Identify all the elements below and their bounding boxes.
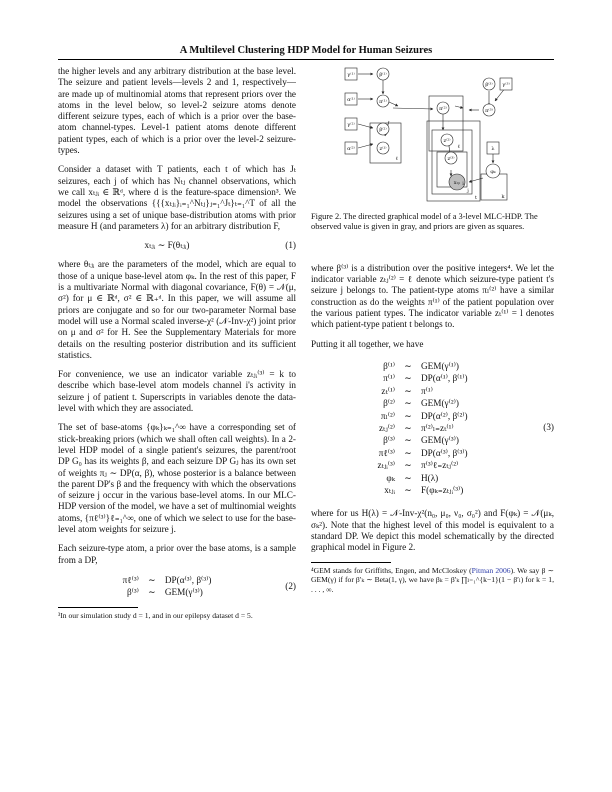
eq3-lhs: β⁽³⁾ <box>383 435 396 446</box>
eq3-lhs: zₜⱼ⁽²⁾ <box>378 422 396 433</box>
eq3-lhs: φₖ <box>386 472 396 483</box>
eq2-lhs: πℓ⁽³⁾ <box>122 574 139 585</box>
equation-2-table <box>120 574 215 599</box>
eq3-sim: ∼ <box>404 472 412 483</box>
eq3-sim: ∼ <box>404 484 412 495</box>
label-lambda: λ <box>491 146 495 152</box>
equation-3-table <box>374 360 470 496</box>
label-pi2: π⁽²⁾ <box>439 106 447 112</box>
footnote-4 <box>311 566 554 595</box>
eq3-rhs: GEM(γ⁽²⁾) <box>421 398 459 409</box>
eq3-rhs: DP(α⁽³⁾, β⁽³⁾) <box>421 447 468 458</box>
eq3-sim: ∼ <box>404 360 412 371</box>
eq3-lhs: β⁽²⁾ <box>383 398 396 409</box>
eq3-rhs: H(λ) <box>421 472 439 483</box>
label-gamma3: γ⁽³⁾ <box>502 82 510 88</box>
eq2-rhs: GEM(γ⁽³⁾) <box>164 587 203 598</box>
label-z3: z⁽³⁾ <box>447 156 455 162</box>
label-pi3: π⁽³⁾ <box>485 108 493 114</box>
label-beta1: β⁽¹⁾ <box>379 72 387 78</box>
citation-link-pitman[interactable]: Pitman 2006 <box>471 565 511 575</box>
plate-label-l2: ℓ <box>457 144 461 150</box>
label-gamma2: γ⁽²⁾ <box>347 122 355 128</box>
eq3-lhs: πℓ⁽³⁾ <box>378 447 396 458</box>
eq3-rhs: DP(α⁽¹⁾, β⁽¹⁾) <box>421 373 468 384</box>
footnote-4-text-a: ⁴GEM stands for Griffiths, Engen, and McCloskey ( <box>311 565 472 575</box>
running-header: A Multilevel Clustering HDP Model for Human Seizures <box>179 45 433 56</box>
eq2-rhs: DP(α⁽³⁾, β⁽³⁾) <box>164 574 212 585</box>
eq3-lhs: π⁽¹⁾ <box>383 373 396 384</box>
label-z2: z⁽²⁾ <box>443 138 451 144</box>
figure-2-caption: Figure 2. The directed graphical model of a 3-level MLC-HDP. The observed value is given in gray, and priors are given as squares. <box>311 212 538 232</box>
label-x: xₜⱼᵢ <box>453 180 461 186</box>
eq2-sim: ∼ <box>148 587 156 598</box>
equation-1-body: xₜⱼᵢ ∼ F(θₜⱼᵢ) <box>144 240 190 251</box>
eq3-sim: ∼ <box>404 373 412 384</box>
paragraph-together: Putting it all together, we have <box>311 338 424 349</box>
footnote-3: ³In our simulation study d = 1, and in our epilepsy dataset d = 5. <box>58 610 253 620</box>
eq3-lhs: zₜ⁽¹⁾ <box>381 385 396 396</box>
label-beta3: β⁽³⁾ <box>485 82 493 88</box>
paragraph-beta3: where β⁽³⁾ is a distribution over the positive integers⁴. We let the indicator variable zₜⱼ⁽²⁾ = ℓ denote which seizure-type patient t's seizure j belongs to. The patient-type atoms πₗ⁽²⁾ have a similar construction as do the weights π⁽¹⁾ of the patient population over the various patient types. The indicator variable zₜ⁽¹⁾ = l denotes which patient-type patient t belongs to. <box>311 262 554 330</box>
eq3-sim: ∼ <box>404 398 412 409</box>
eq3-rhs: π⁽¹⁾ <box>421 385 433 396</box>
label-z1: z⁽¹⁾ <box>379 146 387 152</box>
eq3-sim: ∼ <box>404 385 412 396</box>
equation-1 <box>58 240 296 251</box>
paragraph-levels: the higher levels and any arbitrary distribution at the base level. The seizure and patient levels—levels 2 and 1, respectively—are made up of multinomial atoms that represent priors over the atoms in the level below, so level-2 seizure atoms denote different seizure types, each of which is a prior over the base-atom channel-types. Level-1 patient atoms denote different patient types, each of which is a prior over the level-2 seizure-types. <box>58 66 296 156</box>
label-phi: φₖ <box>490 169 496 175</box>
label-pi1: π⁽¹⁾ <box>379 99 387 105</box>
label-alpha1: α⁽¹⁾ <box>347 97 355 103</box>
eq2-lhs: β⁽³⁾ <box>126 587 139 598</box>
eq3-sim: ∼ <box>404 422 412 433</box>
eq3-rhs: π⁽²⁾ₗ₌zₜ⁽¹⁾ <box>421 422 454 433</box>
eq3-sim: ∼ <box>404 460 412 471</box>
eq3-rhs: π⁽³⁾ℓ₌zₜⱼ⁽²⁾ <box>421 460 459 471</box>
plate-label-k: k <box>501 194 505 200</box>
paragraph-base-atoms: The set of base-atoms {φₖ}ₖ₌₁^∞ have a corresponding set of stick-breaking priors (which we shall often call weights). In a 2-level HDP model of a single patient's seizures, the parent/root DP G₀ has its weights β, and each seizure DP Gⱼ has its own set of weights πⱼ ∼ DP(α, β), whose posterior is a balance between the parent DP's β and the frequency with which the observations of seizure j occur in the various base-level atoms. In our MLC-HDP version of the model, we have a set of multinomial weights atoms, {πℓ⁽³⁾}ℓ₌₁^∞, one of which we select to use for the base-level atom weights for seizure j. <box>58 422 296 534</box>
eq2-sim: ∼ <box>148 574 156 585</box>
eq3-rhs: F(φₖ₌zₜⱼᵢ⁽³⁾) <box>421 484 464 495</box>
eq3-rhs: GEM(γ⁽¹⁾) <box>421 360 459 371</box>
paragraph-dataset: Consider a dataset with T patients, each t of which has Jₜ seizures, each j of which has Nₜⱼ channel observations, which we call xₜⱼᵢ ∈ ℝᵈ, where d is the feature-space dimension³. We model the observations {{{xₜⱼᵢ}ᵢ₌₁^Nₜⱼ}ⱼ₌₁^Jₜ}ₜ₌₁^T of all the seizures using a set of unique base-distribution atoms with prior measure H (and parameters λ) for an arbitrary distribution F, <box>58 164 296 231</box>
label-beta2: β⁽²⁾ <box>379 127 387 133</box>
footnote-rule <box>58 607 138 608</box>
equation-2 <box>58 574 296 599</box>
plate-label-j: j <box>467 188 469 194</box>
eq3-lhs: β⁽¹⁾ <box>383 360 396 371</box>
equation-1-number: (1) <box>285 240 296 251</box>
eq3-lhs: xₜⱼᵢ <box>384 484 396 495</box>
right-column <box>311 66 554 594</box>
eq3-rhs: DP(α⁽²⁾, β⁽²⁾) <box>421 410 468 421</box>
eq3-sim: ∼ <box>404 435 412 446</box>
eq3-lhs: zₜⱼᵢ⁽³⁾ <box>377 460 396 471</box>
paragraph-model-depiction: where for us H(λ) = 𝒩-Inv-χ²(n₀, μ₀, ν₀, σ₀²) and F(φₖ) = 𝒩(μₖ, σₖ²). Note that the highest level of this model is equivalent to a standard DP. We depict this model schematically by the directed graphical model in Figure 2. <box>311 508 554 553</box>
paragraph-indicator: For convenience, we use an indicator variable zₜⱼᵢ⁽³⁾ = k to describe which base-level atom models channel i's activity in seizure j of patient t. Superscripts in variables denote the data-level with which they are associated. <box>58 369 296 414</box>
eq3-sim: ∼ <box>404 447 412 458</box>
equation-3 <box>311 360 554 496</box>
eq3-rhs: GEM(γ⁽³⁾) <box>421 435 459 446</box>
label-alpha2: α⁽²⁾ <box>347 146 355 152</box>
plate-label-i: i <box>462 181 464 187</box>
equation-2-number: (2) <box>285 580 296 591</box>
header-rule <box>58 59 554 60</box>
paragraph-seizure-type: Each seizure-type atom, a prior over the base atoms, is a sample from a DP, <box>58 543 296 565</box>
label-gamma1: γ⁽¹⁾ <box>347 72 355 78</box>
left-column <box>58 66 296 620</box>
footnote-4-text-b: ). We say β ∼ GEM(γ) if for β′ₖ ∼ Beta(1, γ), we have βₖ = β′ₖ ∏ₗ₌₁^{k−1}(1 − β′ₗ) for k = 1, . . . , ∞. <box>311 565 555 594</box>
equation-3-number: (3) <box>543 422 554 433</box>
eq3-lhs: πₗ⁽²⁾ <box>380 410 396 421</box>
plate-label-t: t <box>474 195 478 201</box>
eq3-sim: ∼ <box>404 410 412 421</box>
footnote-rule-right <box>311 562 391 563</box>
figure-2-graphical-model <box>343 66 523 206</box>
paragraph-parameters: where θₜⱼᵢ are the parameters of the model, which are equal to those of a unique base-level atom φₖ. In the rest of this paper, F is a multivariate Normal with diagonal covariance, F(θ) = 𝒩(μ, σ²) for μ ∈ ℝᵈ, σ² ∈ ℝ₊ᵈ. In this paper, we will assume all priors are conjugate and so for our two-parameter Normal base model will use a Normal scaled inverse-χ² (𝒩-Inv-χ²) joint prior on μ and σ² for H. See the Supplementary Materials for more details on the resulting posterior distribution and its sufficient statistics. <box>58 259 296 360</box>
plate-label-l1: ℓ <box>395 156 399 162</box>
